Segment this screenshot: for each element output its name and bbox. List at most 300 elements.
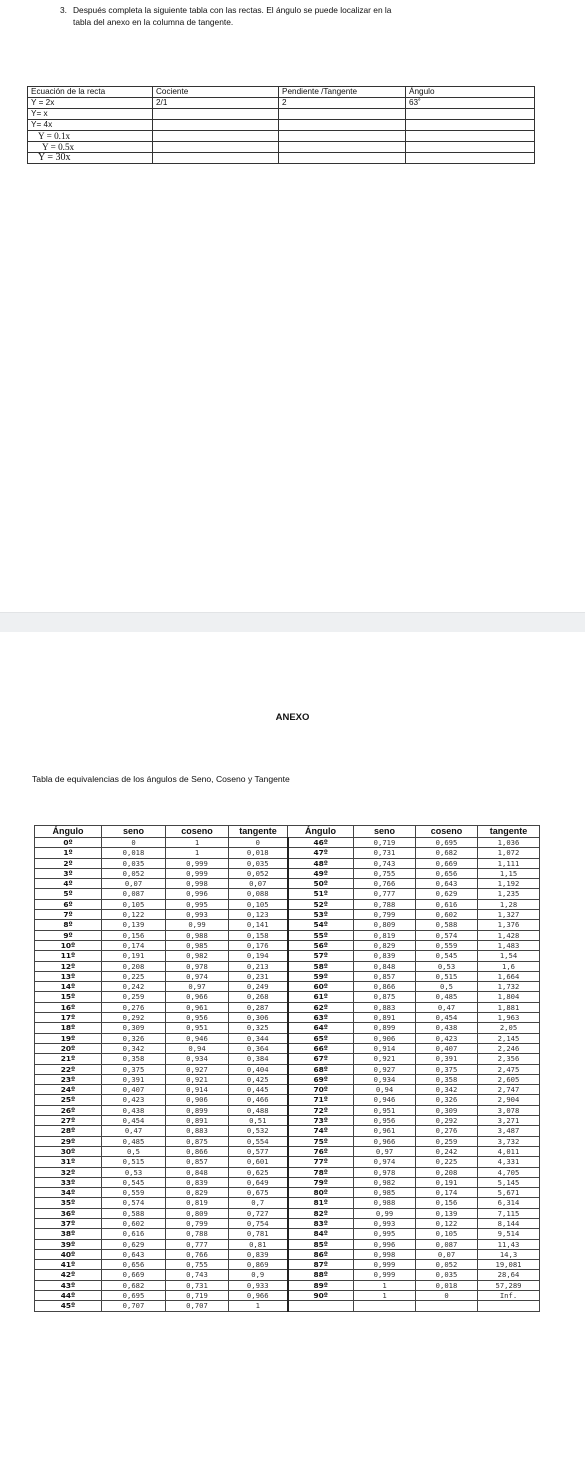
tangent-cell: 0,466 bbox=[229, 1095, 288, 1105]
sine-cell: 0,875 bbox=[354, 992, 416, 1002]
trig-row bbox=[35, 1177, 540, 1187]
tangent-cell: 0,249 bbox=[229, 982, 288, 992]
angle-cell: 85º bbox=[288, 1239, 354, 1249]
tangent-cell: 1,664 bbox=[478, 971, 540, 981]
angle-cell: 68º bbox=[288, 1064, 354, 1074]
trig-row bbox=[35, 868, 540, 878]
angle-cell: 65º bbox=[288, 1033, 354, 1043]
cosine-cell: 0,914 bbox=[166, 1085, 229, 1095]
angle-cell: 60º bbox=[288, 982, 354, 992]
cosine-cell: 0,993 bbox=[166, 910, 229, 920]
angle-cell: 76º bbox=[288, 1146, 354, 1156]
tangent-cell: 1,111 bbox=[478, 858, 540, 868]
tangent-cell: 1,15 bbox=[478, 868, 540, 878]
sine-cell: 0,777 bbox=[354, 889, 416, 899]
sine-cell: 0,53 bbox=[102, 1167, 166, 1177]
trig-row bbox=[35, 1126, 540, 1136]
cosine-cell: 0,018 bbox=[416, 1280, 478, 1290]
sine-cell: 0,819 bbox=[354, 930, 416, 940]
angle-cell: 37º bbox=[35, 1218, 102, 1228]
slope-cell[interactable] bbox=[279, 131, 406, 142]
angle-cell: 81º bbox=[288, 1198, 354, 1208]
angle-cell: 26º bbox=[35, 1105, 102, 1115]
sine-cell: 0,848 bbox=[354, 961, 416, 971]
sine-cell: 0,857 bbox=[354, 971, 416, 981]
sine-cell: 0,375 bbox=[102, 1064, 166, 1074]
header-quotient: Cociente bbox=[153, 87, 279, 98]
cosine-cell: 0,07 bbox=[416, 1249, 478, 1259]
angle-cell: 41º bbox=[35, 1260, 102, 1270]
tangent-cell: 1,54 bbox=[478, 951, 540, 961]
sine-cell: 0,242 bbox=[102, 982, 166, 992]
sine-cell: 0,899 bbox=[354, 1023, 416, 1033]
cosine-cell: 0,545 bbox=[416, 951, 478, 961]
cosine-cell: 0,309 bbox=[416, 1105, 478, 1115]
cosine-cell: 0,974 bbox=[166, 971, 229, 981]
sine-cell: 0,342 bbox=[102, 1043, 166, 1053]
tangent-cell: 0,445 bbox=[229, 1085, 288, 1095]
angle-cell: 51º bbox=[288, 889, 354, 899]
angle-cell bbox=[288, 1301, 354, 1311]
angle-cell[interactable]: 63˚ bbox=[406, 98, 535, 109]
cosine-cell: 0,719 bbox=[166, 1291, 229, 1301]
tangent-cell: 0,81 bbox=[229, 1239, 288, 1249]
cosine-cell: 0,574 bbox=[416, 930, 478, 940]
sine-cell: 0,515 bbox=[102, 1157, 166, 1167]
page-separator bbox=[0, 612, 585, 634]
cosine-cell: 0,407 bbox=[416, 1043, 478, 1053]
sine-cell: 0,829 bbox=[354, 940, 416, 950]
angle-cell: 10º bbox=[35, 940, 102, 950]
cosine-cell: 0,819 bbox=[166, 1198, 229, 1208]
cosine-cell: 1 bbox=[166, 848, 229, 858]
sine-cell: 0,974 bbox=[354, 1157, 416, 1167]
sine-cell: 0,996 bbox=[354, 1239, 416, 1249]
trig-row bbox=[35, 1085, 540, 1095]
tangent-cell: 57,289 bbox=[478, 1280, 540, 1290]
angle-cell: 64º bbox=[288, 1023, 354, 1033]
sine-cell: 0,914 bbox=[354, 1043, 416, 1053]
sine-cell: 0,07 bbox=[102, 879, 166, 889]
angle-cell: 84º bbox=[288, 1229, 354, 1239]
angle-cell: 29º bbox=[35, 1136, 102, 1146]
exercise-row bbox=[28, 142, 535, 153]
angle-cell: 42º bbox=[35, 1270, 102, 1280]
tangent-cell: 0,306 bbox=[229, 1013, 288, 1023]
tangent-cell: 3,732 bbox=[478, 1136, 540, 1146]
trig-row bbox=[35, 879, 540, 889]
cosine-cell: 0,47 bbox=[416, 1002, 478, 1012]
angle-cell: 47º bbox=[288, 848, 354, 858]
sine-cell: 0,105 bbox=[102, 899, 166, 909]
quotient-cell[interactable] bbox=[153, 131, 279, 142]
cosine-cell: 0,883 bbox=[166, 1126, 229, 1136]
angle-cell: 17º bbox=[35, 1013, 102, 1023]
sine-cell: 0,927 bbox=[354, 1064, 416, 1074]
tangent-cell: 1,235 bbox=[478, 889, 540, 899]
tangent-cell: 11,43 bbox=[478, 1239, 540, 1249]
trig-row bbox=[35, 1064, 540, 1074]
tangent-cell: 2,747 bbox=[478, 1085, 540, 1095]
tangent-cell: 0,176 bbox=[229, 940, 288, 950]
slope-cell[interactable] bbox=[279, 109, 406, 120]
exercise-row bbox=[28, 131, 535, 142]
tangent-cell: 2,05 bbox=[478, 1023, 540, 1033]
angle-cell: 38º bbox=[35, 1229, 102, 1239]
sine-cell: 0 bbox=[102, 838, 166, 848]
angle-cell: 35º bbox=[35, 1198, 102, 1208]
sine-cell: 0,731 bbox=[354, 848, 416, 858]
angle-cell: 28º bbox=[35, 1126, 102, 1136]
trig-row bbox=[35, 1260, 540, 1270]
tangent-cell: 0,404 bbox=[229, 1064, 288, 1074]
tangent-cell: 0,532 bbox=[229, 1126, 288, 1136]
trig-row bbox=[35, 920, 540, 930]
tangent-cell: 0,213 bbox=[229, 961, 288, 971]
angle-cell: 19º bbox=[35, 1033, 102, 1043]
angle-cell: 52º bbox=[288, 899, 354, 909]
exercise-table bbox=[27, 86, 535, 164]
cosine-cell: 0,242 bbox=[416, 1146, 478, 1156]
sine-cell: 0,99 bbox=[354, 1208, 416, 1218]
sine-cell: 0,993 bbox=[354, 1218, 416, 1228]
trig-row bbox=[35, 1033, 540, 1043]
sine-cell: 0,139 bbox=[102, 920, 166, 930]
sine-cell: 0,799 bbox=[354, 910, 416, 920]
angle-cell: 88º bbox=[288, 1270, 354, 1280]
tangent-cell: 0,07 bbox=[229, 879, 288, 889]
sine-cell: 0,682 bbox=[102, 1280, 166, 1290]
tangent-cell: 1,376 bbox=[478, 920, 540, 930]
angle-cell[interactable] bbox=[406, 109, 535, 120]
tangent-cell: 3,487 bbox=[478, 1126, 540, 1136]
exercise-row bbox=[28, 98, 535, 109]
tangent-cell: 0,344 bbox=[229, 1033, 288, 1043]
angle-cell: 14º bbox=[35, 982, 102, 992]
trig-row bbox=[35, 1013, 540, 1023]
angle-cell: 78º bbox=[288, 1167, 354, 1177]
sine-cell: 0,999 bbox=[354, 1260, 416, 1270]
header-cosine-right: coseno bbox=[416, 826, 478, 838]
tangent-cell: 2,605 bbox=[478, 1074, 540, 1084]
sine-cell: 0,087 bbox=[102, 889, 166, 899]
angle-cell: 49º bbox=[288, 868, 354, 878]
tangent-cell: 28,64 bbox=[478, 1270, 540, 1280]
cosine-cell: 1 bbox=[166, 838, 229, 848]
tangent-cell: 0,488 bbox=[229, 1105, 288, 1115]
tangent-cell: 0,105 bbox=[229, 899, 288, 909]
angle-cell[interactable] bbox=[406, 120, 535, 131]
tangent-cell: 5,145 bbox=[478, 1177, 540, 1187]
sine-cell: 0,391 bbox=[102, 1074, 166, 1084]
cosine-cell: 0,875 bbox=[166, 1136, 229, 1146]
angle-cell: 13º bbox=[35, 971, 102, 981]
sine-cell: 0,656 bbox=[102, 1260, 166, 1270]
cosine-cell: 0,731 bbox=[166, 1280, 229, 1290]
cosine-cell: 0,208 bbox=[416, 1167, 478, 1177]
tangent-cell: 19,081 bbox=[478, 1260, 540, 1270]
cosine-cell: 0,766 bbox=[166, 1249, 229, 1259]
quotient-cell[interactable] bbox=[153, 120, 279, 131]
cosine-cell: 0,515 bbox=[416, 971, 478, 981]
tangent-cell: 2,246 bbox=[478, 1043, 540, 1053]
tangent-cell bbox=[478, 1301, 540, 1311]
sine-cell: 0,559 bbox=[102, 1188, 166, 1198]
header-equation: Ecuación de la recta bbox=[28, 87, 153, 98]
angle-cell[interactable] bbox=[406, 142, 535, 153]
cosine-cell: 0,052 bbox=[416, 1260, 478, 1270]
trig-row bbox=[35, 1074, 540, 1084]
cosine-cell: 0,97 bbox=[166, 982, 229, 992]
header-cosine-left: coseno bbox=[166, 826, 229, 838]
tangent-cell: 0,649 bbox=[229, 1177, 288, 1187]
sine-cell: 0,259 bbox=[102, 992, 166, 1002]
tangent-cell: 3,078 bbox=[478, 1105, 540, 1115]
quotient-cell[interactable]: 2/1 bbox=[153, 98, 279, 109]
tangent-cell: 3,271 bbox=[478, 1116, 540, 1126]
trig-row bbox=[35, 1229, 540, 1239]
trig-row bbox=[35, 951, 540, 961]
trig-row bbox=[35, 858, 540, 868]
cosine-cell: 0,5 bbox=[416, 982, 478, 992]
cosine-cell: 0,087 bbox=[416, 1239, 478, 1249]
angle-cell: 32º bbox=[35, 1167, 102, 1177]
cosine-cell: 0,682 bbox=[416, 848, 478, 858]
trig-row bbox=[35, 910, 540, 920]
sine-cell: 0,545 bbox=[102, 1177, 166, 1187]
angle-cell[interactable] bbox=[406, 131, 535, 142]
angle-cell: 72º bbox=[288, 1105, 354, 1115]
tangent-cell: 1 bbox=[229, 1301, 288, 1311]
cosine-cell: 0,669 bbox=[416, 858, 478, 868]
tangent-cell: Inf. bbox=[478, 1291, 540, 1301]
angle-cell: 66º bbox=[288, 1043, 354, 1053]
angle-cell: 57º bbox=[288, 951, 354, 961]
cosine-cell: 0,035 bbox=[416, 1270, 478, 1280]
sine-cell: 0,788 bbox=[354, 899, 416, 909]
angle-cell: 69º bbox=[288, 1074, 354, 1084]
tangent-cell: 0,7 bbox=[229, 1198, 288, 1208]
sine-cell: 0,998 bbox=[354, 1249, 416, 1259]
cosine-cell: 0,342 bbox=[416, 1085, 478, 1095]
header-tangent-left: tangente bbox=[229, 826, 288, 838]
tangent-cell: 0,601 bbox=[229, 1157, 288, 1167]
sine-cell: 0,358 bbox=[102, 1054, 166, 1064]
tangent-cell: 1,327 bbox=[478, 910, 540, 920]
cosine-cell: 0,326 bbox=[416, 1095, 478, 1105]
tangent-cell: 0,869 bbox=[229, 1260, 288, 1270]
angle-cell: 20º bbox=[35, 1043, 102, 1053]
tangent-cell: 0,966 bbox=[229, 1291, 288, 1301]
sine-cell: 0,208 bbox=[102, 961, 166, 971]
tangent-cell: 0,9 bbox=[229, 1270, 288, 1280]
sine-cell: 0,755 bbox=[354, 868, 416, 878]
cosine-cell: 0,996 bbox=[166, 889, 229, 899]
tangent-cell: 1,072 bbox=[478, 848, 540, 858]
sine-cell: 1 bbox=[354, 1280, 416, 1290]
trig-row bbox=[35, 848, 540, 858]
angle-cell: 8º bbox=[35, 920, 102, 930]
tangent-cell: 7,115 bbox=[478, 1208, 540, 1218]
cosine-cell: 0,966 bbox=[166, 992, 229, 1002]
tangent-cell: 8,144 bbox=[478, 1218, 540, 1228]
slope-cell[interactable] bbox=[279, 142, 406, 153]
tangent-cell: 1,428 bbox=[478, 930, 540, 940]
tangent-cell: 1,732 bbox=[478, 982, 540, 992]
quotient-cell[interactable] bbox=[153, 109, 279, 120]
angle-cell[interactable] bbox=[406, 153, 535, 164]
cosine-cell: 0,99 bbox=[166, 920, 229, 930]
angle-cell: 31º bbox=[35, 1157, 102, 1167]
tangent-cell: 1,6 bbox=[478, 961, 540, 971]
angle-cell: 36º bbox=[35, 1208, 102, 1218]
header-angle-left: Ángulo bbox=[35, 826, 102, 838]
cosine-cell: 0,999 bbox=[166, 858, 229, 868]
tangent-cell: 0,727 bbox=[229, 1208, 288, 1218]
header-slope: Pendiente /Tangente bbox=[279, 87, 406, 98]
tangent-cell: 14,3 bbox=[478, 1249, 540, 1259]
sine-cell: 0,988 bbox=[354, 1198, 416, 1208]
trig-row bbox=[35, 971, 540, 981]
tangent-cell: 0,158 bbox=[229, 930, 288, 940]
tangent-cell: 0,554 bbox=[229, 1136, 288, 1146]
trig-row bbox=[35, 1167, 540, 1177]
angle-cell: 90º bbox=[288, 1291, 354, 1301]
trig-table bbox=[34, 825, 540, 1312]
trig-row bbox=[35, 961, 540, 971]
tangent-cell: 0,625 bbox=[229, 1167, 288, 1177]
sine-cell: 0,174 bbox=[102, 940, 166, 950]
cosine-cell: 0,857 bbox=[166, 1157, 229, 1167]
tangent-cell: 2,145 bbox=[478, 1033, 540, 1043]
angle-cell: 24º bbox=[35, 1085, 102, 1095]
sine-cell: 0,588 bbox=[102, 1208, 166, 1218]
sine-cell: 0,47 bbox=[102, 1126, 166, 1136]
sine-cell: 0,156 bbox=[102, 930, 166, 940]
tangent-cell: 1,963 bbox=[478, 1013, 540, 1023]
sine-cell: 0,052 bbox=[102, 868, 166, 878]
sine-cell: 0,719 bbox=[354, 838, 416, 848]
angle-cell: 74º bbox=[288, 1126, 354, 1136]
cosine-cell: 0,629 bbox=[416, 889, 478, 899]
header-angle: Ángulo bbox=[406, 87, 535, 98]
angle-cell: 25º bbox=[35, 1095, 102, 1105]
trig-row bbox=[35, 838, 540, 848]
cosine-cell: 0,139 bbox=[416, 1208, 478, 1218]
angle-cell: 0º bbox=[35, 838, 102, 848]
tangent-cell: 0,141 bbox=[229, 920, 288, 930]
sine-cell: 0,995 bbox=[354, 1229, 416, 1239]
sine-cell: 0,122 bbox=[102, 910, 166, 920]
cosine-cell: 0,423 bbox=[416, 1033, 478, 1043]
sine-cell: 0,225 bbox=[102, 971, 166, 981]
trig-row bbox=[35, 1095, 540, 1105]
slope-cell[interactable] bbox=[279, 153, 406, 164]
equation-cell: Y = 0.5x bbox=[28, 142, 153, 153]
sine-cell: 0,616 bbox=[102, 1229, 166, 1239]
cosine-cell: 0,777 bbox=[166, 1239, 229, 1249]
cosine-cell: 0,998 bbox=[166, 879, 229, 889]
sine-cell: 0,309 bbox=[102, 1023, 166, 1033]
angle-cell: 1º bbox=[35, 848, 102, 858]
sine-cell: 0,485 bbox=[102, 1136, 166, 1146]
angle-cell: 33º bbox=[35, 1177, 102, 1187]
cosine-cell: 0,485 bbox=[416, 992, 478, 1002]
cosine-cell: 0,259 bbox=[416, 1136, 478, 1146]
trig-row bbox=[35, 1157, 540, 1167]
trig-row bbox=[35, 1291, 540, 1301]
tangent-cell: 4,331 bbox=[478, 1157, 540, 1167]
trig-header-row bbox=[35, 826, 540, 838]
angle-cell: 18º bbox=[35, 1023, 102, 1033]
angle-cell: 58º bbox=[288, 961, 354, 971]
equation-cell: Y = 0.1x bbox=[28, 131, 153, 142]
sine-cell: 1 bbox=[354, 1291, 416, 1301]
sine-cell: 0,883 bbox=[354, 1002, 416, 1012]
cosine-cell: 0,906 bbox=[166, 1095, 229, 1105]
angle-cell: 2º bbox=[35, 858, 102, 868]
worksheet-page-2 bbox=[0, 632, 585, 1465]
sine-cell: 0,5 bbox=[102, 1146, 166, 1156]
trig-table-body bbox=[35, 838, 540, 1312]
cosine-cell: 0,743 bbox=[166, 1270, 229, 1280]
cosine-cell: 0,588 bbox=[416, 920, 478, 930]
tangent-cell: 0,325 bbox=[229, 1023, 288, 1033]
sine-cell: 0,978 bbox=[354, 1167, 416, 1177]
trig-row bbox=[35, 1116, 540, 1126]
quotient-cell[interactable] bbox=[153, 142, 279, 153]
sine-cell: 0,407 bbox=[102, 1085, 166, 1095]
sine-cell: 0,985 bbox=[354, 1188, 416, 1198]
angle-cell: 61º bbox=[288, 992, 354, 1002]
trig-row bbox=[35, 940, 540, 950]
sine-cell: 0,946 bbox=[354, 1095, 416, 1105]
exercise-row bbox=[28, 109, 535, 120]
tangent-cell: 4,705 bbox=[478, 1167, 540, 1177]
sine-cell: 0,951 bbox=[354, 1105, 416, 1115]
trig-row bbox=[35, 992, 540, 1002]
angle-cell: 63º bbox=[288, 1013, 354, 1023]
cosine-cell: 0,899 bbox=[166, 1105, 229, 1115]
angle-cell: 53º bbox=[288, 910, 354, 920]
angle-cell: 50º bbox=[288, 879, 354, 889]
angle-cell: 16º bbox=[35, 1002, 102, 1012]
trig-row bbox=[35, 1043, 540, 1053]
angle-cell: 5º bbox=[35, 889, 102, 899]
tangent-cell: 0,675 bbox=[229, 1188, 288, 1198]
tangent-cell: 0,052 bbox=[229, 868, 288, 878]
cosine-cell: 0,927 bbox=[166, 1064, 229, 1074]
angle-cell: 3º bbox=[35, 868, 102, 878]
trig-row bbox=[35, 1218, 540, 1228]
sine-cell: 0,97 bbox=[354, 1146, 416, 1156]
header-tangent-right: tangente bbox=[478, 826, 540, 838]
quotient-cell[interactable] bbox=[153, 153, 279, 164]
cosine-cell: 0,391 bbox=[416, 1054, 478, 1064]
sine-cell: 0,191 bbox=[102, 951, 166, 961]
sine-cell: 0,999 bbox=[354, 1270, 416, 1280]
cosine-cell: 0,921 bbox=[166, 1074, 229, 1084]
exercise-row bbox=[28, 153, 535, 164]
tangent-cell: 0,364 bbox=[229, 1043, 288, 1053]
tangent-cell: 5,671 bbox=[478, 1188, 540, 1198]
trig-row bbox=[35, 1249, 540, 1259]
slope-cell[interactable]: 2 bbox=[279, 98, 406, 109]
angle-cell: 45º bbox=[35, 1301, 102, 1311]
instruction-line-2: tabla del anexo en la columna de tangente. bbox=[73, 17, 234, 27]
angle-cell: 4º bbox=[35, 879, 102, 889]
slope-cell[interactable] bbox=[279, 120, 406, 131]
